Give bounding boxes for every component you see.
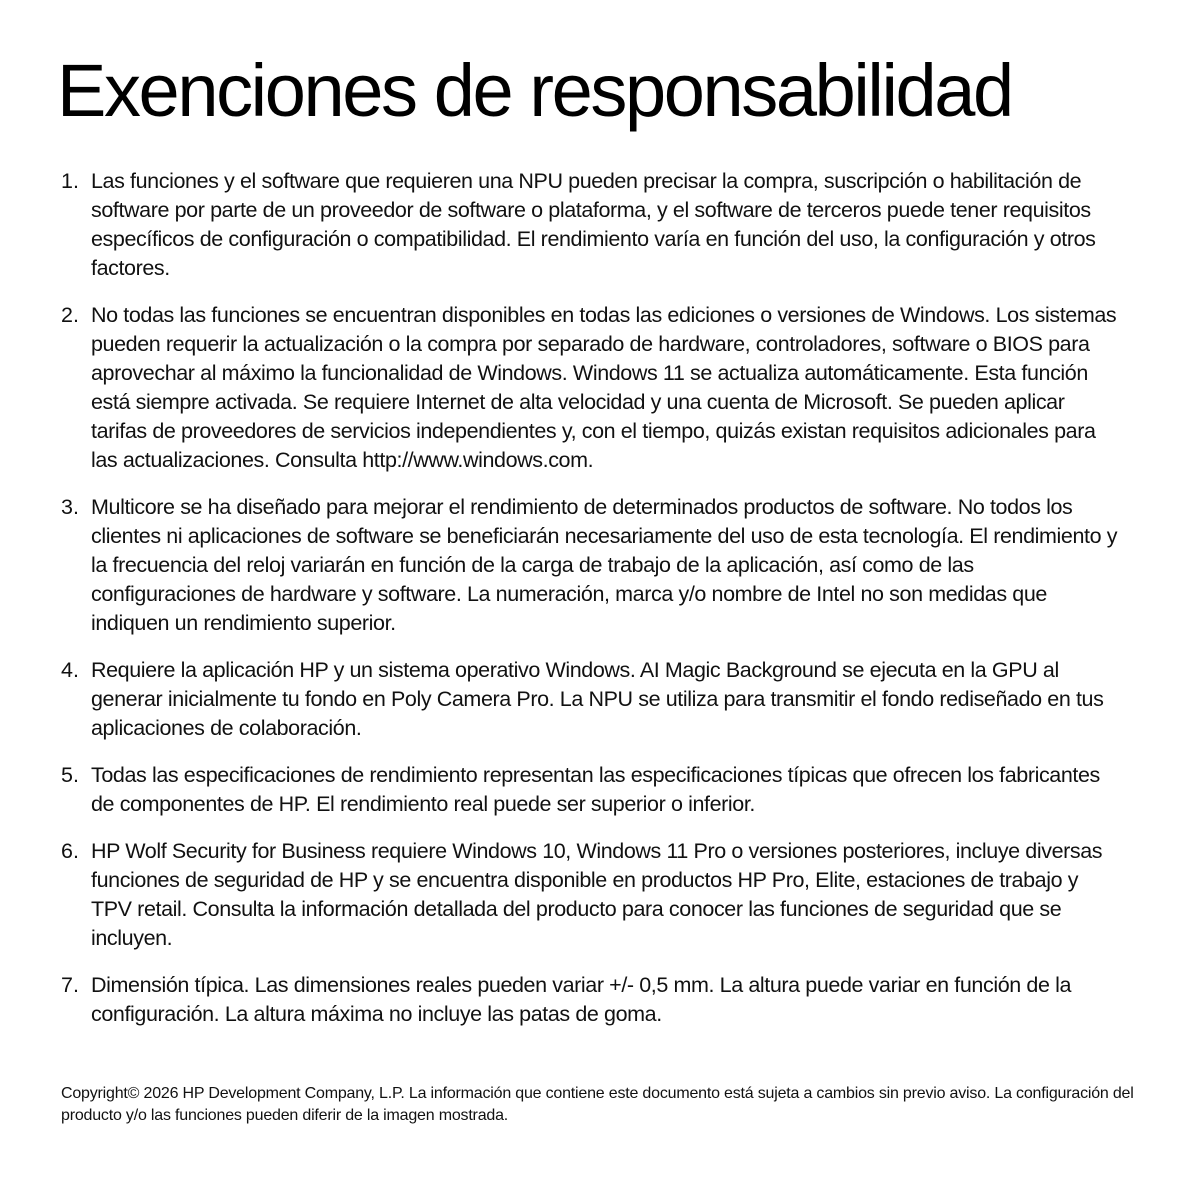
item-number: 1. [61,169,79,193]
item-text: Todas las especificaciones de rendimiento representan las especificaciones típicas que ofrecen los fabricantes de componentes de HP. El rendimiento real puede ser superior o inferior. [91,763,1100,816]
disclaimer-item-6 [0,837,1200,953]
item-text: Las funciones y el software que requieren una NPU pueden precisar la compra, suscripción o habilitación de software por parte de un proveedor de software o plataforma, y el software de terceros puede tener requisitos específicos de configuración o compatibilidad. El rendimiento varía en función del uso, la configuración y otros factores. [91,169,1096,280]
item-number: 3. [61,495,79,519]
disclaimer-list [0,167,1200,1047]
item-text: No todas las funciones se encuentran disponibles en todas las ediciones o versiones de Windows. Los sistemas pueden requerir la actualización o la compra por separado de hardware, controladores, software o BIOS para aprovechar al máximo la funcionalidad de Windows. Windows 11 se actualiza automáticamente. Esta función está siempre activada. Se requiere Internet de alta velocidad y una cuenta de Microsoft. Se pueden aplicar tarifas de proveedores de servicios independientes y, con el tiempo, quizás existan requisitos adicionales para las actualizaciones. Consulta http://www.windows.com. [91,303,1117,472]
item-text: Dimensión típica. Las dimensiones reales pueden variar +/- 0,5 mm. La altura puede variar en función de la configuración. La altura máxima no incluye las patas de goma. [91,973,1072,1026]
disclaimer-item-1 [0,167,1200,283]
item-number: 2. [61,303,79,327]
copyright-footer: Copyright© 2026 HP Development Company, L.P. La información que contiene este documento está sujeta a cambios sin previo aviso. La configuración del producto y/o las funciones pueden diferir de la imagen mostrada. [61,1085,1134,1124]
item-text: Multicore se ha diseñado para mejorar el rendimiento de determinados productos de software. No todos los clientes ni aplicaciones de software se beneficiarán necesariamente del uso de esta tecnología. El rendimiento y la frecuencia del reloj variarán en función de la carga de trabajo de la aplicación, así como de las configuraciones de hardware y software. La numeración, marca y/o nombre de Intel no son medidas que indiquen un rendimiento superior. [91,495,1118,635]
item-number: 4. [61,658,79,682]
item-number: 7. [61,973,79,997]
item-number: 6. [61,839,79,863]
disclaimer-item-3 [0,493,1200,638]
item-text: Requiere la aplicación HP y un sistema operativo Windows. AI Magic Background se ejecuta en la GPU al generar inicialmente tu fondo en Poly Camera Pro. La NPU se utiliza para transmitir el fondo rediseñado en tus aplicaciones de colaboración. [91,658,1104,740]
item-number: 5. [61,763,79,787]
item-text: HP Wolf Security for Business requiere Windows 10, Windows 11 Pro o versiones posteriores, incluye diversas funciones de seguridad de HP y se encuentra disponible en productos HP Pro, Elite, estaciones de trabajo y TPV retail. Consulta la información detallada del producto para conocer las funciones de seguridad que se incluyen. [91,839,1103,950]
page-title: Exenciones de responsabilidad [57,49,1012,132]
disclaimer-item-5 [0,761,1200,819]
disclaimer-item-2 [0,301,1200,475]
disclaimer-item-4 [0,656,1200,743]
disclaimer-item-7 [0,971,1200,1029]
